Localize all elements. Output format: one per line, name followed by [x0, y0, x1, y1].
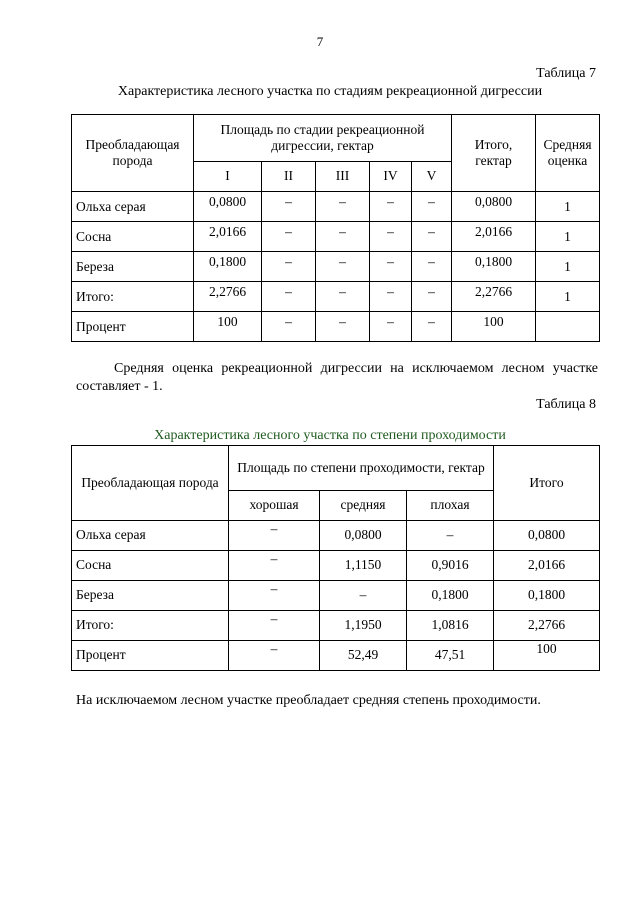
row-total: 0,0800 — [452, 192, 536, 222]
table8-level-header: плохая — [407, 491, 494, 521]
row-species: Береза — [72, 252, 194, 282]
level-value: – — [229, 611, 320, 641]
table-row — [72, 581, 600, 611]
stage-dash: – — [370, 312, 412, 342]
table7 — [71, 114, 600, 342]
stage-dash: – — [316, 282, 370, 312]
table-row — [72, 192, 600, 222]
row-total: 2,2766 — [494, 611, 600, 641]
stage-dash: – — [412, 252, 452, 282]
row-species: Сосна — [72, 551, 229, 581]
row-species: Процент — [72, 312, 194, 342]
stage-dash: – — [316, 312, 370, 342]
row-total: 0,0800 — [494, 521, 600, 551]
stage-dash: – — [370, 282, 412, 312]
stage-dash: – — [412, 222, 452, 252]
row-total: 2,0166 — [452, 222, 536, 252]
table7-stage-header: V — [412, 162, 452, 192]
stage-dash: – — [262, 282, 316, 312]
stage-dash: – — [370, 192, 412, 222]
table7-header-total: Итого, гектар — [452, 115, 536, 192]
row-species: Сосна — [72, 222, 194, 252]
table8 — [71, 445, 600, 671]
stage-dash: – — [412, 192, 452, 222]
level-value: 1,1950 — [320, 611, 407, 641]
stage-dash: – — [412, 282, 452, 312]
table7-header-avg: Средняя оценка — [536, 115, 600, 192]
row-species: Ольха серая — [72, 192, 194, 222]
paragraph-passability-summary: На исключаемом лесном участке преобладает средняя степень проходимости. — [76, 693, 541, 708]
table-row — [72, 312, 600, 342]
row-avg: 1 — [536, 252, 600, 282]
level-value: 47,51 — [407, 641, 494, 671]
stage-dash: – — [370, 222, 412, 252]
table8-header-species: Преобладающая порода — [72, 446, 229, 521]
stage-value: 0,0800 — [194, 192, 262, 222]
row-species: Процент — [72, 641, 229, 671]
row-species: Ольха серая — [72, 521, 229, 551]
table8-header-area: Площадь по степени проходимости, гектар — [229, 446, 494, 491]
row-species: Итого: — [72, 282, 194, 312]
stage-dash: – — [316, 252, 370, 282]
level-value: 0,1800 — [407, 581, 494, 611]
stage-value: 100 — [194, 312, 262, 342]
row-avg — [536, 312, 600, 342]
paragraph-recreation-summary: Средняя оценка рекреационной дигрессии на исключаемом лесном участке составляет - 1. — [76, 361, 598, 395]
table7-stage-header: II — [262, 162, 316, 192]
stage-value: 0,1800 — [194, 252, 262, 282]
stage-value: 2,0166 — [194, 222, 262, 252]
table8-header-total: Итого — [494, 446, 600, 521]
level-value: 1,0816 — [407, 611, 494, 641]
level-value: – — [229, 641, 320, 671]
table7-label: Таблица 7 — [536, 66, 596, 81]
row-total: 100 — [494, 641, 600, 671]
level-value: – — [407, 521, 494, 551]
table-row — [72, 521, 600, 551]
table-row — [72, 551, 600, 581]
row-avg: 1 — [536, 192, 600, 222]
table-row — [72, 222, 600, 252]
level-value: 0,9016 — [407, 551, 494, 581]
level-value: 52,49 — [320, 641, 407, 671]
stage-dash: – — [262, 222, 316, 252]
table-row — [72, 641, 600, 671]
table-row — [72, 252, 600, 282]
stage-value: 2,2766 — [194, 282, 262, 312]
stage-dash: – — [316, 192, 370, 222]
stage-dash: – — [316, 222, 370, 252]
stage-dash: – — [262, 252, 316, 282]
table7-stage-header: IV — [370, 162, 412, 192]
row-species: Итого: — [72, 611, 229, 641]
row-avg: 1 — [536, 222, 600, 252]
table8-level-header: хорошая — [229, 491, 320, 521]
row-total: 2,0166 — [494, 551, 600, 581]
level-value: 0,0800 — [320, 521, 407, 551]
page-number: 7 — [316, 34, 324, 49]
row-total: 2,2766 — [452, 282, 536, 312]
table7-caption: Характеристика лесного участка по стадиям рекреационной дигрессии — [117, 84, 543, 99]
row-total: 0,1800 — [452, 252, 536, 282]
row-total: 100 — [452, 312, 536, 342]
level-value: – — [229, 521, 320, 551]
table7-header-area: Площадь по стадии рекреационной дигрессии, гектар — [194, 115, 452, 162]
table7-stage-header: III — [316, 162, 370, 192]
level-value: 1,1150 — [320, 551, 407, 581]
table7-stage-header: I — [194, 162, 262, 192]
row-avg: 1 — [536, 282, 600, 312]
table8-label: Таблица 8 — [536, 397, 596, 412]
table8-level-header: средняя — [320, 491, 407, 521]
level-value: – — [229, 581, 320, 611]
stage-dash: – — [412, 312, 452, 342]
row-species: Береза — [72, 581, 229, 611]
stage-dash: – — [262, 192, 316, 222]
table-row — [72, 611, 600, 641]
table8-caption: Характеристика лесного участка по степени проходимости — [154, 428, 506, 443]
table-row — [72, 282, 600, 312]
level-value: – — [229, 551, 320, 581]
row-total: 0,1800 — [494, 581, 600, 611]
stage-dash: – — [370, 252, 412, 282]
table7-header-species: Преобладающая порода — [72, 115, 194, 192]
level-value: – — [320, 581, 407, 611]
stage-dash: – — [262, 312, 316, 342]
